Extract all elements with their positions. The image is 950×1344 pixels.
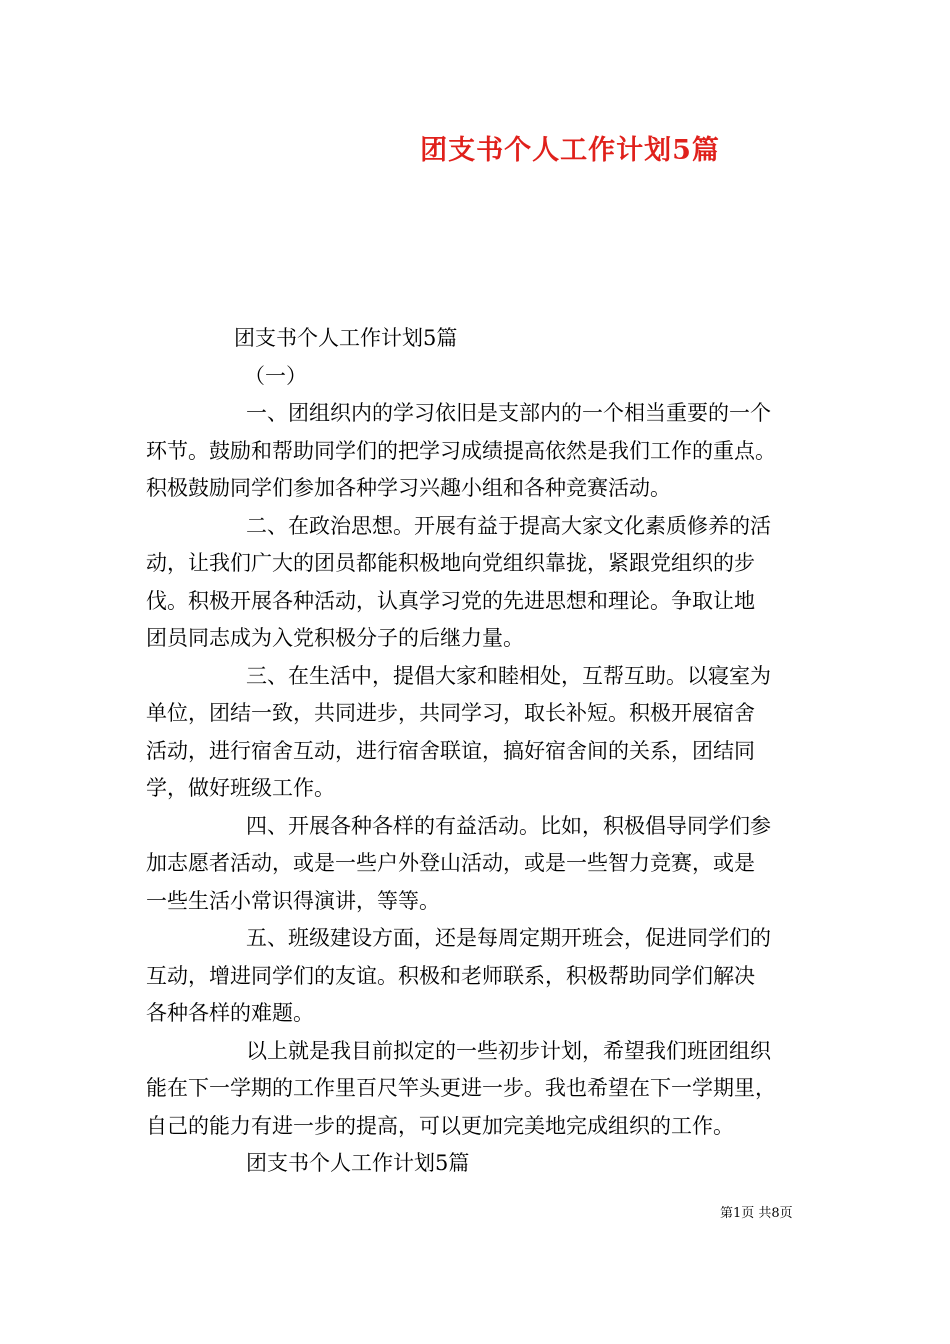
- paragraph-line: 一些生活小常识得演讲，等等。: [146, 888, 440, 913]
- document-title: 团支书个人工作计划5篇: [420, 135, 720, 166]
- paragraph-line: 环节。鼓励和帮助同学们的把学习成绩提高依然是我们工作的重点。: [146, 438, 776, 463]
- paragraph-line: 加志愿者活动，或是一些户外登山活动，或是一些智力竞赛，或是: [146, 851, 755, 875]
- paragraph-line: 积极鼓励同学们参加各种学习兴趣小组和各种竞赛活动。: [146, 476, 671, 500]
- paragraph-line: 自己的能力有进一步的提高，可以更加完美地完成组织的工作。: [146, 1113, 734, 1138]
- paragraph-line: 能在下一学期的工作里百尺竿头更进一步。我也希望在下一学期里，: [146, 1076, 776, 1100]
- section-heading: 团支书个人工作计划5篇: [234, 326, 458, 350]
- document-body: [146, 320, 822, 1183]
- paragraph-line: 一、团组织内的学习依旧是支部内的一个相当重要的一个: [246, 401, 771, 425]
- paragraph-line: 二、在政治思想。开展有益于提高大家文化素质修养的活: [246, 513, 771, 538]
- paragraph-line: 三、在生活中，提倡大家和睦相处，互帮互助。以寝室为: [246, 663, 771, 688]
- paragraph-line: 五、班级建设方面，还是每周定期开班会，促进同学们的: [246, 926, 771, 950]
- part-label: （一）: [244, 363, 307, 388]
- paragraph-line: 四、开展各种各样的有益活动。比如，积极倡导同学们参: [246, 813, 771, 838]
- paragraph-line: 团员同志成为入党积极分子的后继力量。: [146, 626, 524, 650]
- paragraph-line: 动，让我们广大的团员都能积极地向党组织靠拢，紧跟党组织的步: [146, 551, 755, 575]
- paragraph-line: 互动，增进同学们的友谊。积极和老师联系，积极帮助同学们解决: [146, 963, 755, 988]
- paragraph-line: 学，做好班级工作。: [146, 776, 335, 800]
- paragraph-line: 各种各样的难题。: [146, 1001, 314, 1025]
- paragraph-line: 以上就是我目前拟定的一些初步计划，希望我们班团组织: [246, 1038, 771, 1063]
- page-number: 第1页 共8页: [720, 1206, 793, 1221]
- paragraph-line: 单位，团结一致，共同进步，共同学习，取长补短。积极开展宿舍: [146, 701, 755, 725]
- paragraph-line: 活动，进行宿舍互动，进行宿舍联谊，搞好宿舍间的关系，团结同: [146, 738, 755, 763]
- section-heading: 团支书个人工作计划5篇: [246, 1151, 470, 1175]
- paragraph-line: 伐。积极开展各种活动，认真学习党的先进思想和理论。争取让地: [146, 588, 755, 613]
